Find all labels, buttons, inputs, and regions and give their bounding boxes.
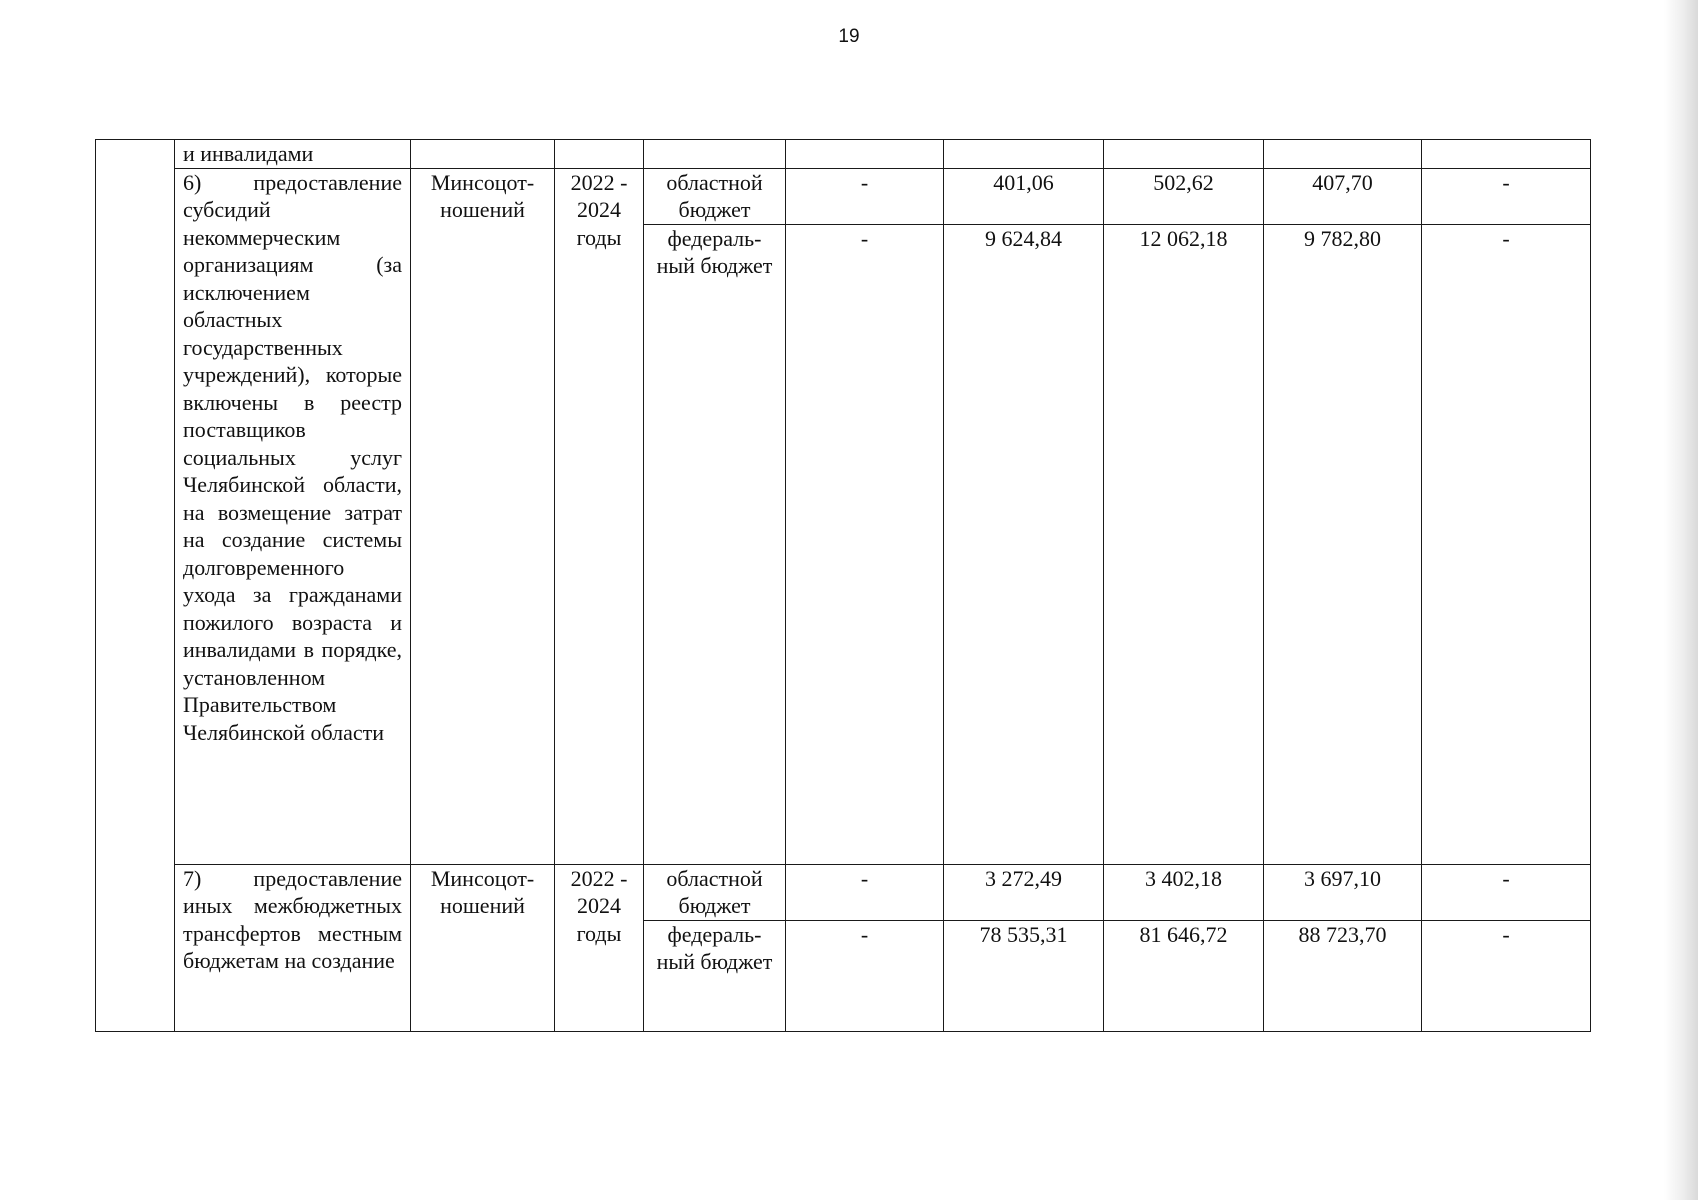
value-cell: 3 402,18	[1104, 864, 1264, 920]
table-row-continuation	[96, 140, 1591, 169]
source-cell: областной бюджет	[644, 168, 786, 224]
description-cell: и инвалидами	[175, 140, 411, 169]
period-cell: 2022 - 2024 годы	[555, 864, 644, 1031]
value-cell: 78 535,31	[944, 920, 1104, 1031]
source-cell: областной бюджет	[644, 864, 786, 920]
value-cell: 9 624,84	[944, 224, 1104, 864]
page-number: 19	[838, 26, 860, 47]
value-cell: -	[1422, 920, 1591, 1031]
value-cell: -	[786, 168, 944, 224]
value-cell: -	[786, 224, 944, 864]
executor-cell: Минсоцот-ношений	[411, 168, 555, 864]
budget-table	[95, 139, 1591, 1032]
value-cell: -	[1422, 168, 1591, 224]
value-cell: 3 697,10	[1264, 864, 1422, 920]
value-cell: -	[1422, 224, 1591, 864]
source-cell	[644, 140, 786, 169]
value-cell	[1104, 140, 1264, 169]
value-cell: 88 723,70	[1264, 920, 1422, 1031]
value-cell: -	[786, 920, 944, 1031]
value-cell: 502,62	[1104, 168, 1264, 224]
value-cell: -	[1422, 864, 1591, 920]
value-cell: 407,70	[1264, 168, 1422, 224]
description-cell: 6) предоставление субсидий некоммерческим организациям (за исключением областных государственных учреждений), которые включены в реестр поставщиков социальных услуг Челябинской области, на возмещение затрат на создание системы долговременного ухода за гражданами пожилого возраста и инвалидами в порядке, установленном Правительством Челябинской области	[175, 168, 411, 864]
scan-page-edge	[1664, 0, 1698, 1200]
value-cell: -	[786, 864, 944, 920]
value-cell: 401,06	[944, 168, 1104, 224]
value-cell	[1264, 140, 1422, 169]
value-cell	[944, 140, 1104, 169]
value-cell	[1422, 140, 1591, 169]
description-cell: 7) предоставление иных межбюджетных трансфертов местным бюджетам на создание	[175, 864, 411, 1031]
period-cell: 2022 - 2024 годы	[555, 168, 644, 864]
value-cell: 3 272,49	[944, 864, 1104, 920]
table-row	[96, 864, 1591, 920]
value-cell: 81 646,72	[1104, 920, 1264, 1031]
value-cell	[786, 140, 944, 169]
table-row	[96, 168, 1591, 224]
value-cell: 12 062,18	[1104, 224, 1264, 864]
executor-cell	[411, 140, 555, 169]
period-cell	[555, 140, 644, 169]
executor-cell: Минсоцот-ношений	[411, 864, 555, 1031]
source-cell: федераль-ный бюджет	[644, 920, 786, 1031]
value-cell: 9 782,80	[1264, 224, 1422, 864]
source-cell: федераль-ный бюджет	[644, 224, 786, 864]
number-cell	[96, 140, 175, 1032]
